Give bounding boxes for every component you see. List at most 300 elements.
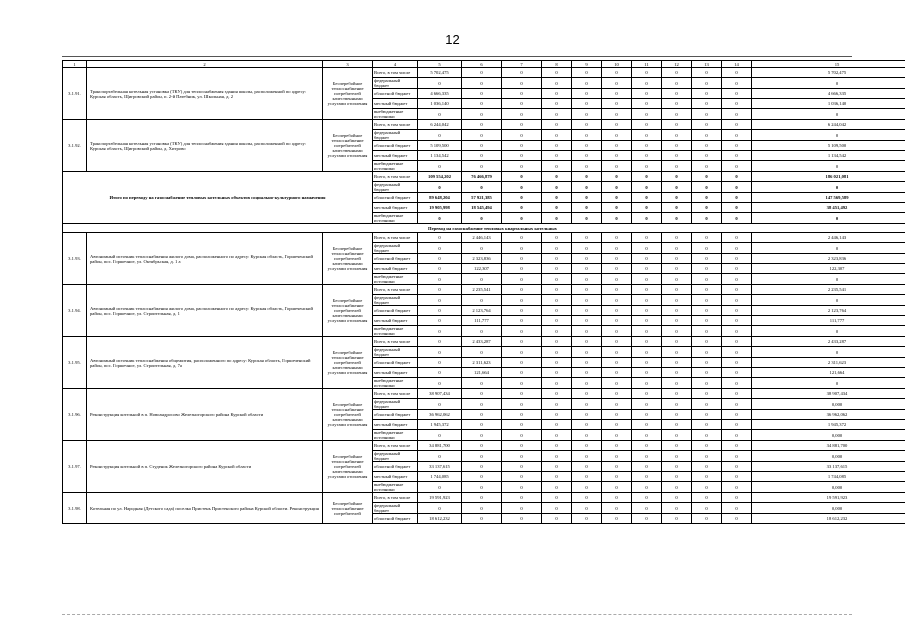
column-number: 15 — [752, 61, 905, 68]
funding-source: Всего, в том числе — [373, 233, 418, 243]
amount-cell: 0 — [722, 420, 752, 430]
funding-source: Всего, в том числе — [373, 285, 418, 295]
amount-cell: 0 — [418, 451, 462, 462]
amount-cell: 111,777 — [752, 316, 905, 326]
amount-cell: 0 — [722, 399, 752, 410]
amount-cell: 18 612,232 — [752, 514, 905, 524]
amount-cell: 0 — [662, 120, 692, 130]
amount-cell: 0 — [722, 99, 752, 109]
amount-cell: 0 — [418, 503, 462, 514]
amount-cell: 0 — [542, 109, 572, 120]
amount-cell: 0 — [632, 399, 662, 410]
amount-cell: 0 — [542, 254, 572, 264]
amount-cell: 0 — [632, 503, 662, 514]
amount-cell: 1 744,085 — [752, 472, 905, 482]
amount-cell: 0 — [418, 368, 462, 378]
amount-cell: 0 — [692, 441, 722, 451]
amount-cell: 0 — [632, 306, 662, 316]
amount-cell: 0 — [722, 203, 752, 213]
amount-cell: 0 — [602, 358, 632, 368]
amount-cell: 0 — [752, 295, 905, 306]
amount-cell: 2 311,623 — [462, 358, 502, 368]
amount-cell: 0 — [502, 233, 542, 243]
item-description: Транспортабельная котельная установка (ТКУ) для теплоснабжения здания школы, расположенной по адресу: Курская область, Щигровский район, д. Хитрово — [87, 120, 323, 172]
amount-cell: 0 — [572, 68, 602, 78]
amount-cell: 0 — [602, 430, 632, 441]
amount-cell: 57 921,385 — [462, 193, 502, 203]
funding-source: областной бюджет — [373, 193, 418, 203]
amount-cell: 76 466,879 — [462, 172, 502, 182]
amount-cell: 0 — [502, 109, 542, 120]
section-header-row — [63, 224, 905, 233]
funding-source: областной бюджет — [373, 306, 418, 316]
funding-source: Всего, в том числе — [373, 68, 418, 78]
amount-cell: 0 — [572, 451, 602, 462]
amount-cell: 0 — [542, 399, 572, 410]
item-description: Автономный источник теплоснабжения общежития, расположенного по адресу: Курская область, Горшеченский район, пос. Горшечное, ул. Строительная, д. 7а — [87, 337, 323, 389]
amount-cell: 0 — [662, 243, 692, 254]
amount-cell: 0 — [692, 78, 722, 89]
amount-cell: 0 — [418, 274, 462, 285]
funding-source: внебюджетные источники — [373, 430, 418, 441]
amount-cell: 0 — [692, 68, 722, 78]
amount-cell: 19 591,923 — [418, 493, 462, 503]
amount-cell: 0 — [542, 358, 572, 368]
amount-cell: 0 — [632, 420, 662, 430]
amount-cell: 33 137,615 — [418, 462, 462, 472]
amount-cell: 0 — [542, 130, 572, 141]
amount-cell: 0 — [502, 141, 542, 151]
funding-source: местный бюджет — [373, 472, 418, 482]
amount-cell: 0 — [502, 399, 542, 410]
amount-cell: 0 — [418, 78, 462, 89]
amount-cell: 0 — [572, 306, 602, 316]
amount-cell: 0 — [502, 182, 542, 193]
amount-cell: 2 433,287 — [752, 337, 905, 347]
amount-cell: 0 — [632, 99, 662, 109]
column-number: 3 — [323, 61, 373, 68]
amount-cell: 0 — [602, 389, 632, 399]
amount-cell: 0 — [542, 410, 572, 420]
amount-cell: 0 — [572, 182, 602, 193]
amount-cell: 0 — [722, 472, 752, 482]
subtotal-row — [63, 172, 905, 182]
amount-cell: 0 — [632, 316, 662, 326]
funding-source: областной бюджет — [373, 358, 418, 368]
item-number: 3.1.92. — [63, 120, 87, 172]
funding-source: федеральный бюджет — [373, 347, 418, 358]
table-row — [63, 120, 905, 130]
amount-cell: 0 — [542, 243, 572, 254]
amount-cell: 0 — [722, 503, 752, 514]
amount-cell: 0 — [462, 151, 502, 161]
amount-cell: 0 — [632, 141, 662, 151]
amount-cell: 0 — [662, 109, 692, 120]
amount-cell: 0 — [632, 514, 662, 524]
amount-cell: 0 — [572, 78, 602, 89]
amount-cell: 0 — [572, 141, 602, 151]
amount-cell: 147 569,589 — [752, 193, 905, 203]
amount-cell: 0 — [752, 78, 905, 89]
amount-cell: 0 — [542, 482, 572, 493]
amount-cell: 0 — [572, 161, 602, 172]
amount-cell: 0 — [602, 68, 632, 78]
amount-cell: 0 — [722, 264, 752, 274]
amount-cell: 0 — [572, 441, 602, 451]
item-number: 3.1.97. — [63, 441, 87, 493]
amount-cell: 0 — [462, 451, 502, 462]
amount-cell: 0 — [662, 182, 692, 193]
amount-cell: 0 — [502, 120, 542, 130]
amount-cell: 0 — [418, 306, 462, 316]
amount-cell: 0 — [602, 99, 632, 109]
amount-cell: 0 — [542, 151, 572, 161]
amount-cell: 0 — [502, 441, 542, 451]
funding-source: внебюджетные источники — [373, 109, 418, 120]
amount-cell: 0 — [632, 430, 662, 441]
amount-cell: 0 — [502, 462, 542, 472]
amount-cell: 89 648,204 — [418, 193, 462, 203]
amount-cell: 0 — [692, 89, 722, 99]
amount-cell: 0 — [462, 141, 502, 151]
amount-cell: 0 — [462, 420, 502, 430]
amount-cell: 0 — [572, 295, 602, 306]
amount-cell: 0 — [722, 89, 752, 99]
item-number: 3.1.98. — [63, 493, 87, 524]
amount-cell: 0,000 — [752, 430, 905, 441]
amount-cell: 0 — [572, 493, 602, 503]
amount-cell: 0 — [752, 130, 905, 141]
amount-cell: 0 — [692, 337, 722, 347]
amount-cell: 0 — [722, 514, 752, 524]
amount-cell: 0 — [542, 451, 572, 462]
amount-cell: 0 — [418, 482, 462, 493]
item-number: 3.1.95. — [63, 337, 87, 389]
bottom-divider — [62, 614, 852, 615]
funding-source: местный бюджет — [373, 368, 418, 378]
amount-cell: 0 — [572, 368, 602, 378]
amount-cell: 0 — [662, 378, 692, 389]
amount-cell: 5 702,475 — [418, 68, 462, 78]
amount-cell: 0 — [572, 347, 602, 358]
amount-cell: 0 — [692, 389, 722, 399]
amount-cell: 0 — [722, 326, 752, 337]
amount-cell: 0 — [662, 462, 692, 472]
amount-cell: 0 — [542, 120, 572, 130]
amount-cell: 36 962,062 — [418, 410, 462, 420]
amount-cell: 0 — [692, 503, 722, 514]
amount-cell: 0 — [542, 389, 572, 399]
amount-cell: 0 — [632, 326, 662, 337]
amount-cell: 0 — [602, 78, 632, 89]
amount-cell: 0 — [662, 141, 692, 151]
amount-cell: 5 109,500 — [418, 141, 462, 151]
amount-cell: 0 — [662, 99, 692, 109]
amount-cell: 0 — [692, 172, 722, 182]
amount-cell: 0 — [692, 451, 722, 462]
amount-cell: 1 744,085 — [418, 472, 462, 482]
amount-cell: 0 — [722, 243, 752, 254]
amount-cell: 0 — [632, 233, 662, 243]
amount-cell: 0 — [572, 420, 602, 430]
amount-cell: 0 — [752, 161, 905, 172]
amount-cell: 0 — [462, 482, 502, 493]
funding-source: областной бюджет — [373, 410, 418, 420]
amount-cell: 0 — [572, 243, 602, 254]
table-row — [63, 337, 905, 347]
funding-source: Всего, в том числе — [373, 441, 418, 451]
column-number: 2 — [87, 61, 323, 68]
amount-cell: 0 — [462, 441, 502, 451]
funding-source: внебюджетные источники — [373, 274, 418, 285]
amount-cell: 0 — [662, 347, 692, 358]
amount-cell: 0 — [692, 358, 722, 368]
amount-cell: 2 311,623 — [752, 358, 905, 368]
amount-cell: 0 — [632, 130, 662, 141]
amount-cell: 0 — [632, 264, 662, 274]
amount-cell: 0 — [418, 161, 462, 172]
amount-cell: 0 — [692, 378, 722, 389]
amount-cell: 0 — [662, 389, 692, 399]
amount-cell: 0 — [572, 337, 602, 347]
item-description: Котельная по ул. Народная (Детского сада) поселка Пристень Пристенского района Курской области. Реконструкция — [87, 493, 323, 524]
amount-cell: 0 — [602, 243, 632, 254]
amount-cell: 0 — [418, 399, 462, 410]
funding-source: областной бюджет — [373, 89, 418, 99]
amount-cell: 0 — [662, 493, 692, 503]
amount-cell: 2 235,541 — [462, 285, 502, 295]
amount-cell: 0 — [462, 78, 502, 89]
amount-cell: 5 702,475 — [752, 68, 905, 78]
amount-cell: 36 962,062 — [752, 410, 905, 420]
amount-cell: 0 — [462, 399, 502, 410]
expected-result: Бесперебойное теплоснабжение потребителей качественными услугами отопления — [323, 285, 373, 337]
amount-cell: 0 — [602, 514, 632, 524]
column-number: 9 — [572, 61, 602, 68]
amount-cell: 0 — [662, 482, 692, 493]
amount-cell: 0 — [572, 233, 602, 243]
amount-cell: 0 — [632, 89, 662, 99]
amount-cell: 0 — [662, 306, 692, 316]
amount-cell: 0 — [662, 213, 692, 224]
amount-cell: 0 — [542, 233, 572, 243]
amount-cell: 38 451,492 — [752, 203, 905, 213]
amount-cell: 0 — [572, 378, 602, 389]
amount-cell: 0 — [632, 462, 662, 472]
amount-cell: 5 109,500 — [752, 141, 905, 151]
amount-cell: 0 — [632, 295, 662, 306]
amount-cell: 0 — [692, 161, 722, 172]
amount-cell: 0 — [722, 68, 752, 78]
amount-cell: 0 — [462, 243, 502, 254]
amount-cell: 0 — [542, 441, 572, 451]
amount-cell: 0 — [572, 462, 602, 472]
amount-cell: 0 — [752, 378, 905, 389]
amount-cell: 0 — [602, 347, 632, 358]
funding-source: Всего, в том числе — [373, 389, 418, 399]
amount-cell: 0 — [692, 141, 722, 151]
amount-cell: 0 — [632, 337, 662, 347]
amount-cell: 0 — [722, 182, 752, 193]
amount-cell: 0 — [572, 264, 602, 274]
amount-cell: 0 — [632, 285, 662, 295]
item-number: 3.1.93. — [63, 233, 87, 285]
amount-cell: 0 — [692, 306, 722, 316]
amount-cell: 0 — [502, 503, 542, 514]
amount-cell: 0 — [542, 78, 572, 89]
amount-cell: 2 123,764 — [462, 306, 502, 316]
amount-cell: 0 — [502, 264, 542, 274]
item-number: 3.1.94. — [63, 285, 87, 337]
amount-cell: 0 — [418, 264, 462, 274]
amount-cell: 0 — [502, 358, 542, 368]
amount-cell: 1 945,372 — [752, 420, 905, 430]
amount-cell: 0 — [502, 193, 542, 203]
subtotal-label: Итого по переводу на газоснабжение тепловых котельных объектов социально-культурного назначения — [63, 172, 373, 224]
amount-cell: 0 — [692, 285, 722, 295]
amount-cell: 2 323,836 — [462, 254, 502, 264]
amount-cell: 0 — [722, 193, 752, 203]
amount-cell: 0 — [602, 316, 632, 326]
amount-cell: 0,000 — [752, 503, 905, 514]
amount-cell: 0 — [602, 89, 632, 99]
amount-cell: 0 — [542, 462, 572, 472]
amount-cell: 0 — [722, 295, 752, 306]
amount-cell: 0 — [602, 441, 632, 451]
amount-cell: 0 — [572, 172, 602, 182]
amount-cell: 0 — [602, 254, 632, 264]
amount-cell: 0 — [662, 285, 692, 295]
amount-cell: 0 — [462, 514, 502, 524]
amount-cell: 0 — [662, 89, 692, 99]
amount-cell: 2 446,143 — [462, 233, 502, 243]
amount-cell: 0 — [632, 441, 662, 451]
table-row — [63, 68, 905, 78]
amount-cell: 0 — [542, 493, 572, 503]
amount-cell: 0 — [542, 420, 572, 430]
amount-cell: 0 — [502, 368, 542, 378]
funding-source: местный бюджет — [373, 203, 418, 213]
amount-cell: 0 — [752, 326, 905, 337]
column-number: 8 — [542, 61, 572, 68]
funding-source: Всего, в том числе — [373, 120, 418, 130]
amount-cell: 38 907,434 — [752, 389, 905, 399]
amount-cell: 0 — [662, 274, 692, 285]
amount-cell: 0 — [542, 316, 572, 326]
amount-cell: 0 — [418, 254, 462, 264]
amount-cell: 0 — [502, 430, 542, 441]
funding-source: внебюджетные источники — [373, 326, 418, 337]
amount-cell: 0 — [632, 493, 662, 503]
amount-cell: 0 — [692, 514, 722, 524]
amount-cell: 0 — [722, 410, 752, 420]
amount-cell: 0 — [722, 482, 752, 493]
amount-cell: 0 — [418, 295, 462, 306]
amount-cell: 0 — [462, 378, 502, 389]
funding-source: областной бюджет — [373, 141, 418, 151]
amount-cell: 0 — [572, 389, 602, 399]
amount-cell: 0 — [602, 451, 632, 462]
amount-cell: 0 — [418, 326, 462, 337]
funding-source: Всего, в том числе — [373, 172, 418, 182]
amount-cell: 0 — [502, 89, 542, 99]
amount-cell: 0 — [418, 316, 462, 326]
amount-cell: 0 — [502, 482, 542, 493]
amount-cell: 0 — [542, 99, 572, 109]
amount-cell: 0 — [502, 274, 542, 285]
amount-cell: 0 — [602, 182, 632, 193]
amount-cell: 0 — [722, 368, 752, 378]
amount-cell: 0 — [662, 503, 692, 514]
amount-cell: 0 — [602, 233, 632, 243]
amount-cell: 111,777 — [462, 316, 502, 326]
amount-cell: 0 — [602, 285, 632, 295]
funding-source: внебюджетные источники — [373, 213, 418, 224]
amount-cell: 0 — [572, 151, 602, 161]
amount-cell: 6 244,042 — [752, 120, 905, 130]
amount-cell: 0 — [632, 213, 662, 224]
amount-cell: 0 — [502, 99, 542, 109]
amount-cell: 0 — [602, 130, 632, 141]
amount-cell: 0 — [692, 213, 722, 224]
funding-source: федеральный бюджет — [373, 130, 418, 141]
funding-source: областной бюджет — [373, 514, 418, 524]
expected-result: Бесперебойное теплоснабжение потребителей качественными услугами отопления — [323, 233, 373, 285]
amount-cell: 38 907,434 — [418, 389, 462, 399]
amount-cell: 0 — [662, 78, 692, 89]
table-header-row — [63, 61, 905, 68]
amount-cell: 0 — [572, 514, 602, 524]
amount-cell: 0 — [602, 493, 632, 503]
amount-cell: 0 — [692, 410, 722, 420]
amount-cell: 0 — [572, 109, 602, 120]
amount-cell: 0 — [692, 347, 722, 358]
amount-cell: 0 — [462, 161, 502, 172]
amount-cell: 0 — [602, 172, 632, 182]
item-description: Автономный источник теплоснабжения жилого дома, расположенного по адресу: Курская область, Горшеченский район, пос. Горшечное, ул. Октябрьская, д. 1 а — [87, 233, 323, 285]
amount-cell: 0 — [542, 368, 572, 378]
amount-cell: 0 — [502, 337, 542, 347]
budget-table — [62, 60, 905, 524]
funding-source: Всего, в том числе — [373, 337, 418, 347]
amount-cell: 0 — [462, 130, 502, 141]
amount-cell: 0 — [572, 399, 602, 410]
amount-cell: 0 — [572, 203, 602, 213]
amount-cell: 0 — [662, 161, 692, 172]
amount-cell: 0 — [662, 337, 692, 347]
amount-cell: 109 554,202 — [418, 172, 462, 182]
amount-cell: 0 — [602, 503, 632, 514]
amount-cell: 0 — [462, 89, 502, 99]
amount-cell: 122,307 — [752, 264, 905, 274]
funding-source: Всего, в том числе — [373, 493, 418, 503]
amount-cell: 0 — [502, 68, 542, 78]
item-number: 3.1.91. — [63, 68, 87, 120]
amount-cell: 0 — [692, 493, 722, 503]
amount-cell: 0 — [632, 151, 662, 161]
amount-cell: 0 — [418, 285, 462, 295]
funding-source: федеральный бюджет — [373, 243, 418, 254]
amount-cell: 0 — [572, 274, 602, 285]
column-number: 5 — [418, 61, 462, 68]
amount-cell: 0 — [722, 306, 752, 316]
expected-result: Бесперебойное теплоснабжение потребителей качественными услугами отопления — [323, 441, 373, 493]
amount-cell: 0 — [462, 182, 502, 193]
funding-source: областной бюджет — [373, 254, 418, 264]
funding-source: внебюджетные источники — [373, 482, 418, 493]
amount-cell: 2 323,836 — [752, 254, 905, 264]
amount-cell: 0 — [502, 420, 542, 430]
